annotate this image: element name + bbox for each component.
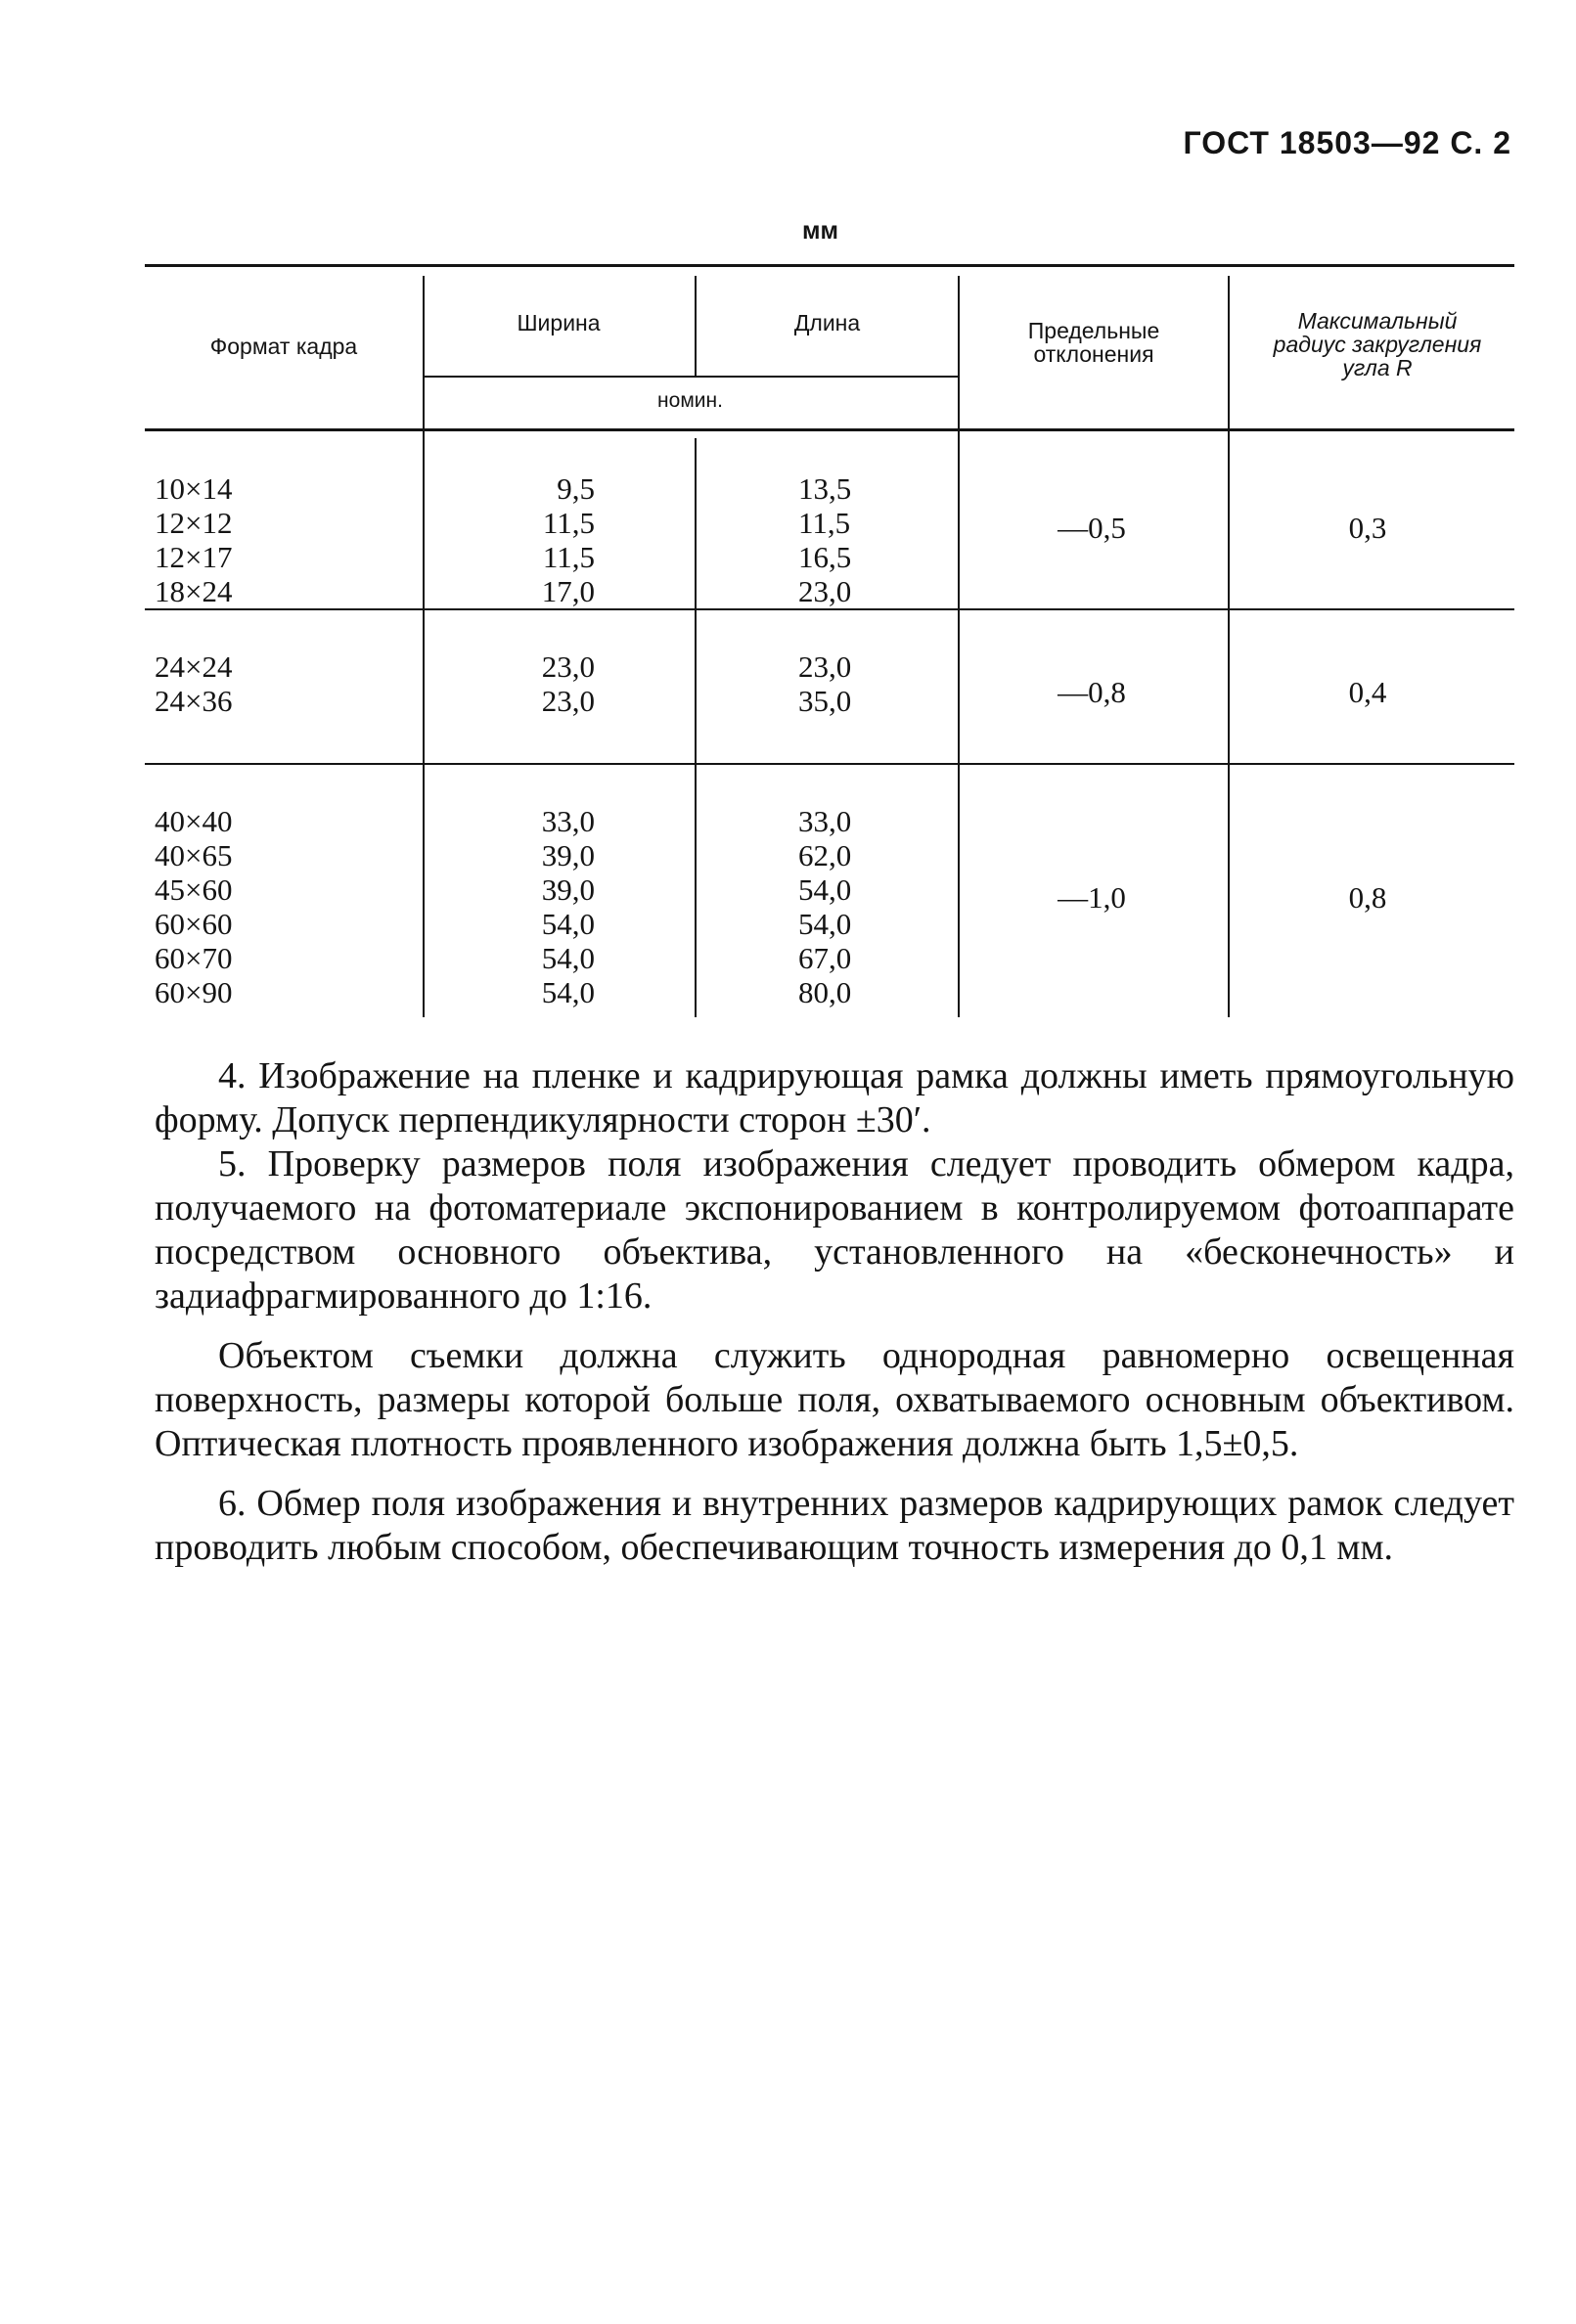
table-cell-format: 24×36	[155, 684, 233, 718]
paragraph-6: 6. Обмер поля изображения и внутренних размеров кадрирующих рамок следует проводить любым способом, обеспечивающим точность измерения до 0,1 мм.	[155, 1483, 1514, 1568]
col-rule-1	[423, 276, 425, 1017]
nominal-rule	[423, 376, 958, 378]
group-2-deviation: —0,8	[1058, 675, 1126, 709]
table-cell-length: 33,0	[798, 804, 852, 838]
table-cell-length: 80,0	[798, 975, 852, 1009]
table-header-rule	[145, 428, 1514, 431]
group-1-rule	[145, 608, 1514, 610]
body-text	[155, 1054, 1514, 1570]
header-width: Ширина	[517, 310, 601, 335]
table-cell-length: 35,0	[798, 684, 852, 718]
table-cell-format: 24×24	[155, 649, 233, 684]
col-rule-3	[958, 276, 960, 1017]
group-3-deviation: —1,0	[1058, 880, 1126, 915]
table-cell-width: 39,0	[541, 872, 595, 907]
table-cell-width: 54,0	[541, 907, 595, 941]
table-cell-width: 17,0	[541, 574, 595, 608]
table-cell-length: 13,5	[798, 471, 852, 506]
table-cell-format: 60×60	[155, 907, 233, 941]
group-3-widths	[526, 804, 595, 1009]
table-cell-format: 40×65	[155, 838, 233, 872]
header-format: Формат кадра	[209, 334, 358, 359]
table-cell-format: 40×40	[155, 804, 233, 838]
group-2-formats	[155, 649, 232, 718]
group-2-lengths	[798, 649, 851, 718]
group-2-rule	[145, 763, 1514, 765]
table-cell-format: 18×24	[155, 574, 233, 608]
table-cell-width: 23,0	[541, 684, 595, 718]
table-cell-format: 12×17	[155, 540, 233, 574]
col-rule-4	[1228, 276, 1230, 1017]
table-cell-format: 12×12	[155, 506, 233, 540]
table-cell-length: 62,0	[798, 838, 852, 872]
group-1-formats	[155, 471, 232, 608]
table-cell-width: 54,0	[541, 941, 595, 975]
table-cell-width: 11,5	[542, 506, 595, 540]
group-3-formats	[155, 804, 232, 1009]
group-1-radius: 0,3	[1348, 511, 1387, 545]
group-1-widths	[526, 471, 595, 608]
table-cell-length: 23,0	[798, 574, 852, 608]
paragraph-5: 5. Проверку размеров поля изображения следует проводить обмером кадра, получаемого на фотоматериале экспонированием в контролируемом фотоаппарате посредством основного объектива, установленного на «бесконечность» и задиафрагмированного до 1:16.	[155, 1143, 1514, 1317]
table-cell-length: 54,0	[798, 907, 852, 941]
group-1-lengths	[798, 471, 851, 608]
table-cell-length: 23,0	[798, 649, 852, 684]
table-cell-format: 60×70	[155, 941, 233, 975]
group-2-radius: 0,4	[1348, 675, 1387, 709]
table-cell-width: 11,5	[542, 540, 595, 574]
header-length: Длина	[793, 310, 861, 335]
units-label: мм	[802, 217, 838, 245]
group-3-radius: 0,8	[1348, 880, 1387, 915]
table-cell-width: 33,0	[541, 804, 595, 838]
group-2-widths	[526, 649, 595, 718]
paragraph-5-continued: Объектом съемки должна служить однородная равномерно освещенная поверхность, размеры которой больше поля, охватываемого основным объективом. Оптическая плотность проявленного изображения должна быть 1,5±0,5.	[155, 1335, 1514, 1464]
table-cell-format: 10×14	[155, 471, 233, 506]
frame-size-table	[145, 264, 1514, 1017]
header-deviation: Предельные отклонения	[1027, 318, 1160, 367]
table-cell-length: 16,5	[798, 540, 852, 574]
table-cell-length: 54,0	[798, 872, 852, 907]
col-rule-2b	[695, 438, 697, 1017]
page-header: ГОСТ 18503—92 С. 2	[1183, 125, 1511, 160]
table-cell-length: 67,0	[798, 941, 852, 975]
header-nominal: номин.	[657, 389, 723, 412]
header-radius: Максимальный радиус закругления угла R	[1273, 308, 1482, 380]
table-cell-format: 45×60	[155, 872, 233, 907]
table-cell-width: 39,0	[541, 838, 595, 872]
table-cell-length: 11,5	[798, 506, 851, 540]
table-top-rule	[145, 264, 1514, 267]
table-cell-format: 60×90	[155, 975, 233, 1009]
group-1-deviation: —0,5	[1058, 511, 1126, 545]
table-cell-width: 54,0	[541, 975, 595, 1009]
table-cell-width: 9,5	[557, 471, 595, 506]
group-3-lengths	[798, 804, 851, 1009]
table-cell-width: 23,0	[541, 649, 595, 684]
paragraph-4: 4. Изображение на пленке и кадрирующая рамка должны иметь прямоугольную форму. Допуск перпендикулярности сторон ±30′.	[155, 1055, 1514, 1140]
